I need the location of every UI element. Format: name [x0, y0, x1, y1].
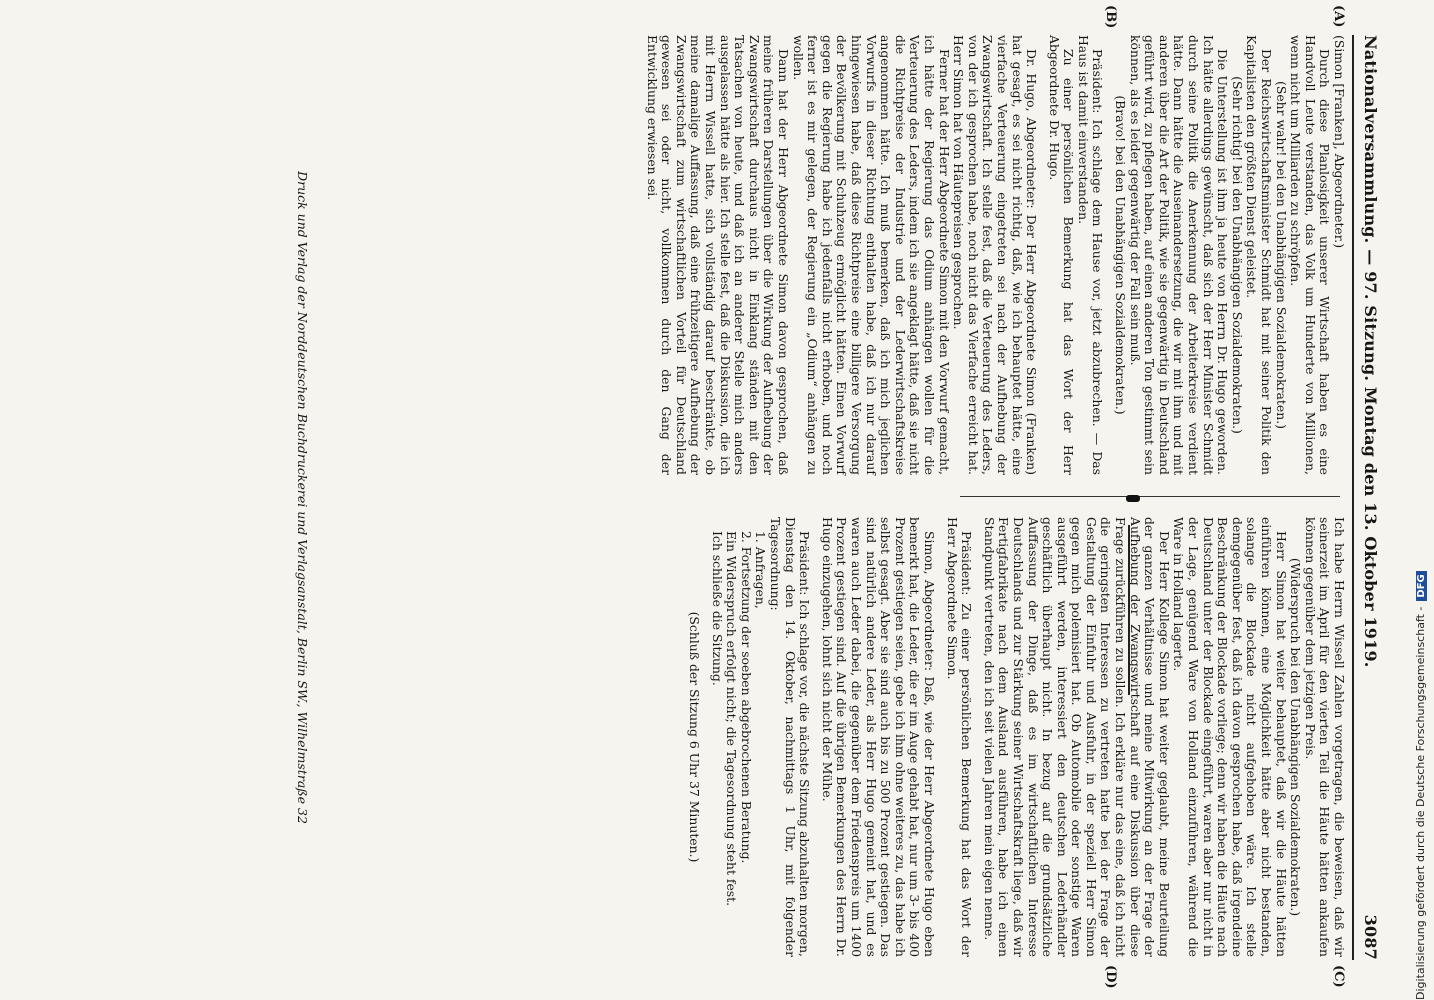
speaker-tag: (Simon [Franken], Abgeordneter.) [1332, 35, 1347, 249]
paragraph: Ich schließe die Sitzung. [709, 531, 725, 686]
right-column [686, 517, 1346, 957]
margin-marker-b: (B) [1103, 5, 1118, 29]
president-statement: Präsident: Ich schlage dem Hause vor, jetzt abzubrechen. — Das Haus ist damit einverstanden. [1075, 35, 1106, 475]
paragraph: Ferner hat der Herr Abgeordnete Simon mit den Vorwurf gemacht, ich hätte der Regierung das Odium anhängen wollen für die Verteuerung des Leders, indem ich sie angeklagt hätte, daß sie nicht die Richtpreise der Industrie und der Lederwirtschaftskreise angenommen hätte. Ich muß bemerken, daß ich mich jeglichen Vorwurfs in dieser Richtung enthalten habe, daß ich nur darauf hingewiesen habe, daß diese Richtpreise eine billigere Versorgung der Bevölkerung mit Schuhzeug ermöglicht hätten. Einen Vorwurf gegen die Regierung habe ich jedenfalls nicht erhoben, und noch ferner ist es mir gelegen, der Regierung ein „Odium“ anhängen zu wollen. [790, 35, 952, 475]
paragraph: Der Reichswirtschaftsminister Schmidt hat mit seiner Politik den Kapitalisten den größten Dienst geleistet. [1244, 35, 1275, 475]
running-header [1356, 35, 1380, 960]
digitization-note [1414, 574, 1427, 1000]
header-title: Nationalversammlung. — 97. Sitzung. Montag den 13. Oktober 1919. [1361, 35, 1380, 668]
paragraph: Zu einer persönlichen Bemerkung hat das Wort der Herr Abgeordnete Dr. Hugo. [1046, 35, 1077, 475]
interjection: (Bravo! bei den Unabhängigen Sozialdemokraten.) [1113, 95, 1129, 415]
end-rule [1128, 525, 1130, 695]
interjection: (Widerspruch bei den Unabhängigen Sozialdemokraten.) [1288, 557, 1304, 917]
interjection: (Sehr wahr! bei den Unabhängigen Sozialdemokraten.) [1273, 81, 1289, 429]
margin-marker-a: (A) [1331, 5, 1346, 28]
session-end-note: (Schluß der Sitzung 6 Uhr 37 Minuten.) [687, 611, 703, 863]
rotated-page-content [255, 5, 1380, 989]
agenda-item: 1. Anfragen, [753, 531, 769, 609]
column-rule [960, 496, 1340, 497]
president-statement: Präsident: Ich schlage vor, die nächste Sitzung abzuhalten morgen, Dienstag den 14. Oktober, nachmittags 1 Uhr, mit folgender Tagesordnung: [768, 517, 813, 957]
president-statement: Präsident: Zu einer persönlichen Bemerkung hat das Wort der Herr Abgeordnete Simon. [944, 517, 975, 957]
header-rule [1352, 35, 1354, 960]
dfg-logo: DFG [1416, 571, 1427, 600]
digitization-text: Digitalisierung gefördert durch die Deutsche Forschungsgemeinschaft - [1414, 606, 1427, 1000]
margin-marker-c: (C) [1331, 965, 1346, 988]
paragraph: Die Unterstellung ist ihm ja heute von Herrn Dr. Hugo geworden. Ich hätte allerdings gewünscht, daß sich der Herr Minister Schmidt durch seine Politik die Anerkennung der Arbeiterkreise verdient hätte. Dann hätte die Auseinandersetzung, die wir mit ihm und mit anderen über die Art der Politik, wie sie gegenwärtig in Deutschland geführt wird, zu pflegen haben, auf einen anderen Ton gestimmt sein können, als es leider gegenwärtig der Fall sein muß. [1127, 35, 1231, 475]
paragraph: Ich habe Herrn Wissell Zahlen vorgetragen, die beweisen, daß wir seinerzeit im April für den vierten Teil die Häute hätten ankaufen können gegenüber dem jetzigen Preis. [1302, 517, 1347, 957]
simon-statement: Simon, Abgeordneter: Daß, wie der Herr Abgeordnete Hugo eben bemerkt hat, die Leder, die er im Auge gehabt hat, nur um 3- bis 400 Prozent gestiegen seien, gebe ich ihm ohne weiteres zu, das habe ich selbst gesagt. Aber sie sind auch bis zu 500 Prozent gestiegen. Das sind natürlich andere Leder, als Herr Hugo gemeint hat, und es waren auch Leder dabei, die gegenüber dem Friedenspreis um 1400 Prozent gestiegen sind. Auf die übrigen Bemerkungen des Herrn Dr. Hugo einzugehen, lohnt sich nicht der Mühe. [819, 517, 937, 957]
paragraph: Dann hat der Herr Abgeordnete Simon davon gesprochen, daß meine früheren Darstellungen über die Wirkung der Aufhebung der Zwangswirtschaft durchaus nicht in Einklang ständen mit den Tatsachen von heute, und daß ich an anderer Stelle mich anders ausgelassen hätte als hier. Ich stelle fest, daß die Diskussion, die ich mit Herrn Wissell hatte, sich vollständig darauf beschränkte, ob meine damalige Auffassung, daß eine frühzeitigere Aufhebung der Zwangswirtschaft zum wirtschaftlichen Vorteil für Deutschland gewesen sei oder nicht, vollkommen durch den Gang der Entwicklung erwiesen sei. [644, 35, 792, 475]
paragraph: Der Herr Kollege Simon hat weiter geglaubt, meine Beurteilung der ganzen Verhältnisse und meine Mitwirkung an der Frage der Aufhebung der Zwangswirtschaft auf eine Diskussion über diese Frage zurückführen zu sollen. Ich erkläre nur das eine, daß ich nicht die geringsten Interessen zu vertreten hatte bei der Frage der Gestaltung der Einfuhr und Ausfuhr, in der speziell Herr Simon gegen mich polemisiert hat. Ob Automobile oder sonstige Waren ausgeführt werden, interessiert den deutschen Lederhändler geschäftlich überhaupt nicht. In bezug auf die grundsätzliche Auffassung der Dinge, daß es im wirtschaftlichen Interesse Deutschlands und zur Stärkung seiner Wirtschaftskraft liege, daß wir Fertigfabrikate nach dem Ausland ausführen, habe ich einen Standpunkt vertreten, den ich seit vielen Jahren mein eigen nenne. [981, 517, 1172, 957]
ink-mark [1126, 495, 1140, 502]
printer-imprint: Druck und Verlag der Norddeutschen Buchdruckerei und Verlagsanstalt, Berlin SW., Wilhelmstraße 32 [295, 171, 310, 824]
page-number: 3087 [1361, 914, 1380, 960]
paragraph: Ein Widerspruch erfolgt nicht; die Tagesordnung steht fest. [724, 531, 740, 907]
paragraph: Durch diese Planlosigkeit unserer Wirtschaft haben es eine Handvoll Leute verstanden, das Volk um Hunderte von Millionen, wenn nicht um Milliarden zu schröpfen. [1288, 35, 1333, 475]
margin-marker-d: (D) [1103, 965, 1118, 989]
agenda-item: 2. Fortsetzung der soeben abgebrochenen Beratung. [738, 531, 754, 864]
left-column [644, 35, 1346, 475]
paragraph: Herr Simon hat weiter behauptet, daß wir die Häute hätten einführen können, eine Möglichkeit hätte aber nicht bestanden, solange die Blockade nicht aufgehoben wäre. Ich stelle demgegenüber fest, daß ich davon gesprochen habe, daß irgendeine Beschränkung der Blockade vorliege; denn wir haben die Häute nach Deutschland unter der Blockade eingeführt, waren aber nur nicht in der Lage, genügend Ware von Holland einzuführen, während die Ware in Holland lagerte. [1171, 517, 1289, 957]
interjection: (Sehr richtig! bei den Unabhängigen Sozialdemokraten.) [1229, 76, 1245, 434]
hugo-statement: Dr. Hugo, Abgeordneter: Der Herr Abgeordnete Simon (Franken) hat gesagt, es sei nicht richtig, daß, wie ich behauptet hätte, eine vierfache Verteuerung eingetreten sei nach der Aufhebung der Zwangswirtschaft. Ich stelle fest, daß die Verteuerung des Leders, von der ich gesprochen habe, noch nicht das Vierfache erreicht hat. Herr Simon hat von Häutepreisen gesprochen. [951, 35, 1040, 475]
